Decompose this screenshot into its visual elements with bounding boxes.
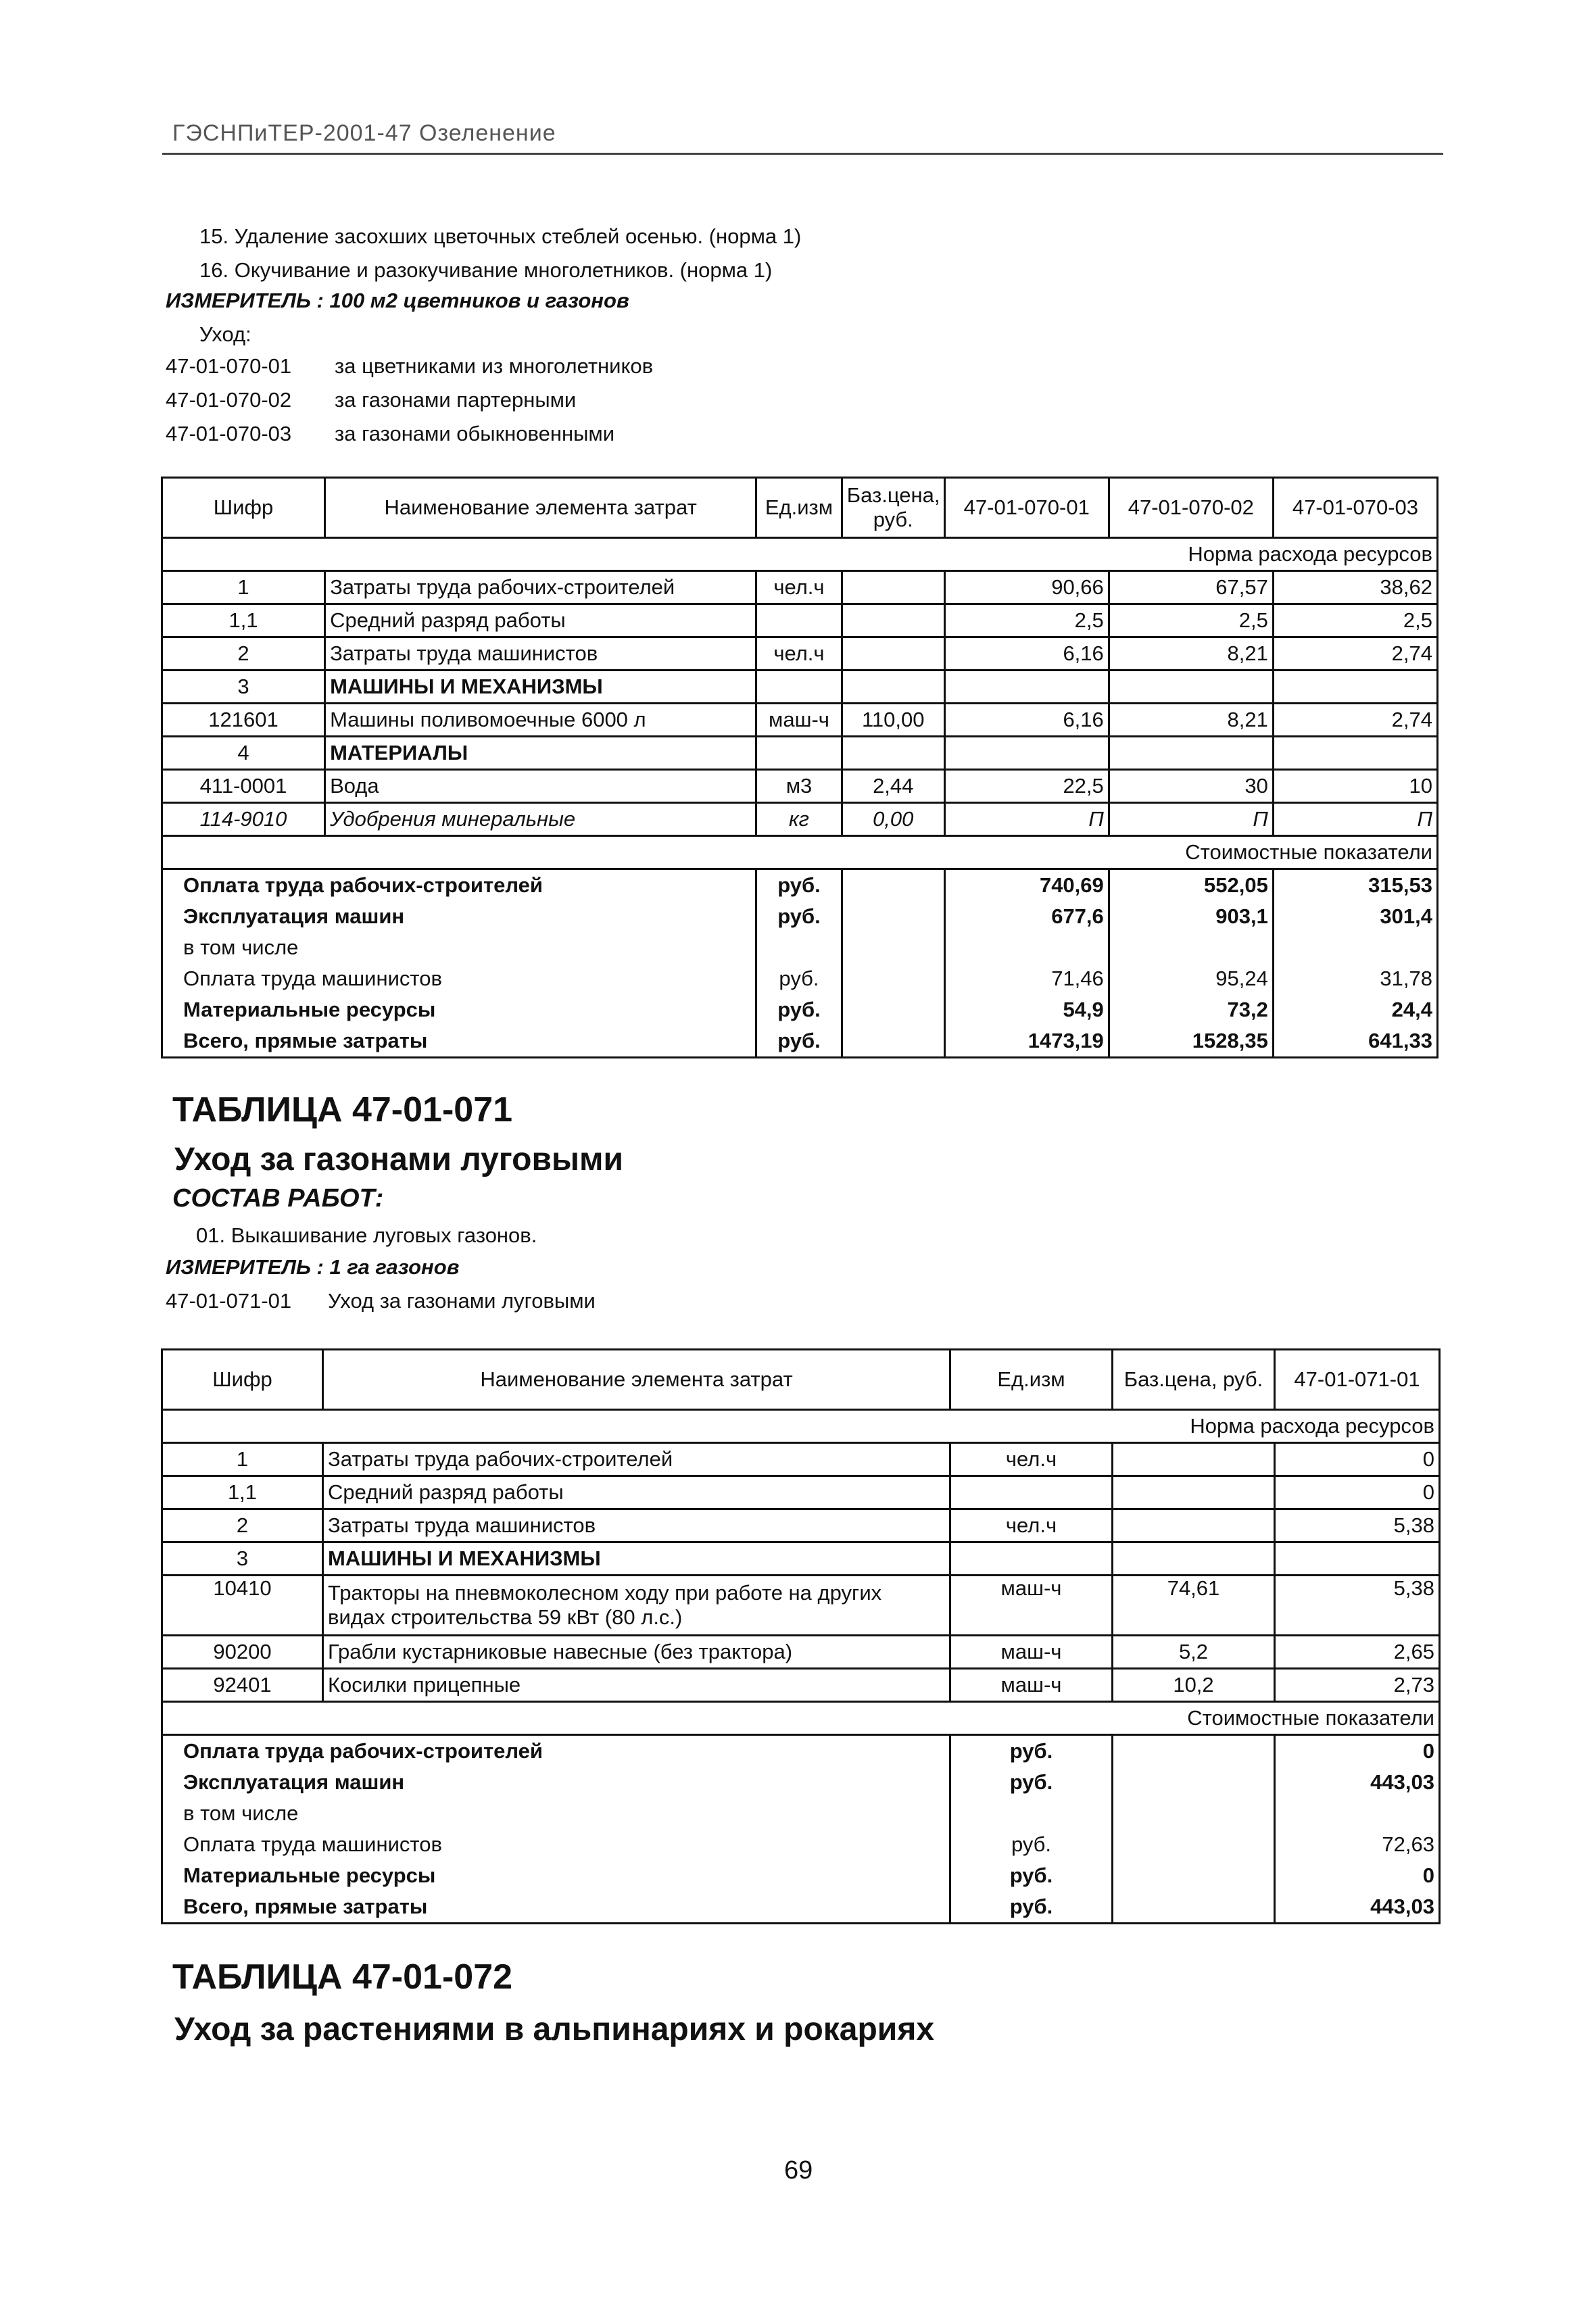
- table-row: [162, 671, 1438, 704]
- row-value: 2,65: [1275, 1636, 1440, 1669]
- norm-code-text: за цветниками из многолетников: [335, 354, 654, 378]
- cost-row: [162, 1891, 1440, 1924]
- norm-code: 47-01-070-03: [166, 422, 292, 445]
- row-value: 38,62: [1273, 571, 1437, 604]
- table-row: [162, 1509, 1440, 1542]
- row-unit: кг: [756, 803, 842, 836]
- cost-value: [944, 932, 1109, 963]
- cost-value: 552,05: [1109, 869, 1273, 902]
- row-value: 2,74: [1273, 637, 1437, 671]
- row-price: [842, 637, 944, 671]
- cost-unit: руб.: [756, 1025, 842, 1058]
- row-name: Затраты труда рабочих-строителей: [325, 571, 756, 604]
- row-unit: чел.ч: [756, 571, 842, 604]
- cost-value: 71,46: [944, 963, 1109, 994]
- row-value: 22,5: [944, 770, 1109, 803]
- row-value: [944, 671, 1109, 704]
- table-row: [162, 1576, 1440, 1636]
- row-value: 6,16: [944, 637, 1109, 671]
- col-header-code: Шифр: [162, 478, 325, 538]
- cost-row: [162, 932, 1438, 963]
- row-value: 30: [1109, 770, 1273, 803]
- cost-value: 677,6: [944, 901, 1109, 932]
- cost-value: 0: [1275, 1735, 1440, 1768]
- cost-section-label: Стоимостные показатели: [162, 1702, 1440, 1735]
- table-row: [162, 737, 1438, 770]
- cost-unit: руб.: [950, 1735, 1113, 1768]
- norm-code-text: за газонами обыкновенными: [335, 422, 615, 445]
- table-row: [162, 637, 1438, 671]
- row-value: 0: [1275, 1443, 1440, 1476]
- row-name: Косилки прицепные: [323, 1669, 950, 1702]
- meter-label: ИЗМЕРИТЕЛЬ : 1 га газонов: [166, 1255, 460, 1279]
- cost-row: [162, 1767, 1440, 1798]
- cost-value: 72,63: [1275, 1829, 1440, 1860]
- cost-value: 95,24: [1109, 963, 1273, 994]
- row-name: Затраты труда машинистов: [325, 637, 756, 671]
- col-header-name: Наименование элемента затрат: [325, 478, 756, 538]
- row-unit: маш-ч: [950, 1636, 1113, 1669]
- row-unit: [950, 1476, 1113, 1509]
- cost-row: [162, 994, 1438, 1025]
- work-item-16: 16. Окучивание и разокучивание многолетников. (норма 1): [199, 258, 773, 282]
- cost-name: Оплата труда рабочих-строителей: [162, 869, 756, 902]
- cost-name: в том числе: [162, 932, 756, 963]
- table-row: [162, 604, 1438, 637]
- table-row: [162, 704, 1438, 737]
- row-value: [944, 737, 1109, 770]
- row-unit: чел.ч: [950, 1509, 1113, 1542]
- cost-row: [162, 1798, 1440, 1829]
- row-value: [1109, 737, 1273, 770]
- page-header: ГЭСНПиТЕР-2001-47 Озеленение: [172, 120, 556, 146]
- cost-value: 31,78: [1273, 963, 1437, 994]
- row-code: 411-0001: [162, 770, 325, 803]
- cost-name: Материальные ресурсы: [162, 994, 756, 1025]
- page-number: 69: [784, 2156, 813, 2185]
- table-title-072: ТАБЛИЦА 47-01-072: [172, 1957, 513, 1997]
- cost-value: 903,1: [1109, 901, 1273, 932]
- row-code: 1,1: [162, 604, 325, 637]
- row-name: Тракторы на пневмоколесном ходу при работе на других видах строительства 59 кВт (80 л.с.): [323, 1576, 950, 1636]
- row-unit: [756, 604, 842, 637]
- cost-row: [162, 901, 1438, 932]
- row-name: Затраты труда машинистов: [323, 1509, 950, 1542]
- cost-price: [1113, 1891, 1275, 1924]
- cost-value: [1275, 1798, 1440, 1829]
- row-price: [842, 671, 944, 704]
- row-value: 5,38: [1275, 1576, 1440, 1636]
- cost-value: [1273, 932, 1437, 963]
- row-value: [1275, 1542, 1440, 1576]
- col-header-norm: 47-01-071-01: [1275, 1350, 1440, 1410]
- work-composition-label: СОСТАВ РАБОТ:: [172, 1184, 384, 1213]
- cost-unit: руб.: [756, 994, 842, 1025]
- row-code: 1: [162, 571, 325, 604]
- cost-name: в том числе: [162, 1798, 950, 1829]
- row-unit: маш-ч: [756, 704, 842, 737]
- col-header-name: Наименование элемента затрат: [323, 1350, 950, 1410]
- row-price: 2,44: [842, 770, 944, 803]
- row-unit: [756, 737, 842, 770]
- cost-value: [1109, 932, 1273, 963]
- row-name: МАТЕРИАЛЫ: [325, 737, 756, 770]
- row-value: 2,74: [1273, 704, 1437, 737]
- row-code: 121601: [162, 704, 325, 737]
- row-value: П: [1109, 803, 1273, 836]
- row-price: 110,00: [842, 704, 944, 737]
- norm-code: 47-01-070-02: [166, 388, 292, 412]
- cost-price: [842, 901, 944, 932]
- row-code: 4: [162, 737, 325, 770]
- norm-section-label: Норма расхода ресурсов: [162, 538, 1438, 571]
- row-value: 8,21: [1109, 637, 1273, 671]
- row-price: 74,61: [1113, 1576, 1275, 1636]
- row-value: 2,73: [1275, 1669, 1440, 1702]
- row-name: МАШИНЫ И МЕХАНИЗМЫ: [325, 671, 756, 704]
- cost-name: Эксплуатация машин: [162, 1767, 950, 1798]
- col-header-price: Баз.цена, руб.: [1113, 1350, 1275, 1410]
- cost-price: [842, 869, 944, 902]
- row-price: [842, 737, 944, 770]
- table-row: [162, 803, 1438, 836]
- row-value: 2,5: [1109, 604, 1273, 637]
- cost-price: [1113, 1735, 1275, 1768]
- cost-name: Оплата труда машинистов: [162, 963, 756, 994]
- cost-unit: руб.: [950, 1829, 1113, 1860]
- row-value: П: [944, 803, 1109, 836]
- resource-table-070: [161, 477, 1438, 1058]
- table-subtitle-072: Уход за растениями в альпинариях и рокариях: [174, 2012, 935, 2047]
- row-value: 67,57: [1109, 571, 1273, 604]
- row-name: МАШИНЫ И МЕХАНИЗМЫ: [323, 1542, 950, 1576]
- col-header-norm: 47-01-070-02: [1109, 478, 1273, 538]
- cost-value: 73,2: [1109, 994, 1273, 1025]
- table-row: [162, 1476, 1440, 1509]
- cost-price: [1113, 1798, 1275, 1829]
- row-price: [1113, 1443, 1275, 1476]
- cost-value: 24,4: [1273, 994, 1437, 1025]
- row-value: [1273, 737, 1437, 770]
- cost-name: Всего, прямые затраты: [162, 1025, 756, 1058]
- row-value: 2,5: [1273, 604, 1437, 637]
- meter-label: ИЗМЕРИТЕЛЬ : 100 м2 цветников и газонов: [166, 289, 629, 312]
- cost-name: Эксплуатация машин: [162, 901, 756, 932]
- row-code: 2: [162, 637, 325, 671]
- col-header-norm: 47-01-070-03: [1273, 478, 1437, 538]
- cost-unit: руб.: [950, 1860, 1113, 1891]
- care-label: Уход:: [199, 322, 251, 346]
- row-name: Грабли кустарниковые навесные (без трактора): [323, 1636, 950, 1669]
- cost-unit: руб.: [950, 1767, 1113, 1798]
- cost-value: 443,03: [1275, 1767, 1440, 1798]
- col-header-unit: Ед.изм: [756, 478, 842, 538]
- row-name: Средний разряд работы: [323, 1476, 950, 1509]
- row-value: 6,16: [944, 704, 1109, 737]
- row-code: 114-9010: [162, 803, 325, 836]
- row-value: 5,38: [1275, 1509, 1440, 1542]
- row-unit: маш-ч: [950, 1669, 1113, 1702]
- cost-name: Оплата труда рабочих-строителей: [162, 1735, 950, 1768]
- table-row: [162, 1542, 1440, 1576]
- cost-price: [1113, 1860, 1275, 1891]
- cost-unit: руб.: [756, 963, 842, 994]
- table-row: [162, 1636, 1440, 1669]
- cost-row: [162, 1025, 1438, 1058]
- row-value: 90,66: [944, 571, 1109, 604]
- cost-row: [162, 1860, 1440, 1891]
- row-price: [1113, 1509, 1275, 1542]
- row-code: 10410: [162, 1576, 323, 1636]
- cost-unit: [950, 1798, 1113, 1829]
- row-name: Машины поливомоечные 6000 л: [325, 704, 756, 737]
- cost-section-label: Стоимостные показатели: [162, 836, 1438, 869]
- cost-price: [842, 1025, 944, 1058]
- table-row: [162, 571, 1438, 604]
- row-price: [842, 571, 944, 604]
- row-unit: [756, 671, 842, 704]
- row-price: 0,00: [842, 803, 944, 836]
- row-code: 90200: [162, 1636, 323, 1669]
- row-unit: [950, 1542, 1113, 1576]
- col-header-norm: 47-01-070-01: [944, 478, 1109, 538]
- row-price: 5,2: [1113, 1636, 1275, 1669]
- cost-price: [1113, 1829, 1275, 1860]
- cost-value: 443,03: [1275, 1891, 1440, 1924]
- col-header-unit: Ед.изм: [950, 1350, 1113, 1410]
- norm-code: 47-01-071-01: [166, 1289, 292, 1313]
- header-divider: [162, 153, 1443, 155]
- col-header-price: Баз.цена, руб.: [842, 478, 944, 538]
- row-unit: чел.ч: [756, 637, 842, 671]
- norm-code: 47-01-070-01: [166, 354, 292, 378]
- row-unit: маш-ч: [950, 1576, 1113, 1636]
- row-value: 10: [1273, 770, 1437, 803]
- row-code: 1,1: [162, 1476, 323, 1509]
- row-price: 10,2: [1113, 1669, 1275, 1702]
- cost-unit: руб.: [756, 901, 842, 932]
- cost-value: 301,4: [1273, 901, 1437, 932]
- row-code: 3: [162, 671, 325, 704]
- cost-price: [842, 932, 944, 963]
- row-value: [1273, 671, 1437, 704]
- row-code: 2: [162, 1509, 323, 1542]
- cost-unit: руб.: [950, 1891, 1113, 1924]
- cost-price: [842, 994, 944, 1025]
- cost-name: Материальные ресурсы: [162, 1860, 950, 1891]
- row-code: 3: [162, 1542, 323, 1576]
- table-subtitle-071: Уход за газонами луговыми: [174, 1142, 623, 1177]
- cost-unit: руб.: [756, 869, 842, 902]
- row-value: 8,21: [1109, 704, 1273, 737]
- work-item-15: 15. Удаление засохших цветочных стеблей осенью. (норма 1): [199, 224, 802, 248]
- cost-row: [162, 963, 1438, 994]
- table-row: [162, 1443, 1440, 1476]
- cost-value: 315,53: [1273, 869, 1437, 902]
- row-unit: чел.ч: [950, 1443, 1113, 1476]
- cost-value: 740,69: [944, 869, 1109, 902]
- row-unit: м3: [756, 770, 842, 803]
- work-item-01: 01. Выкашивание луговых газонов.: [196, 1223, 537, 1247]
- row-price: [842, 604, 944, 637]
- cost-value: 641,33: [1273, 1025, 1437, 1058]
- row-name: Вода: [325, 770, 756, 803]
- resource-table-071: [161, 1348, 1441, 1924]
- cost-price: [842, 963, 944, 994]
- col-header-code: Шифр: [162, 1350, 323, 1410]
- norm-code-text: Уход за газонами луговыми: [328, 1289, 596, 1313]
- cost-row: [162, 1829, 1440, 1860]
- norm-code-text: за газонами партерными: [335, 388, 577, 412]
- row-name: Средний разряд работы: [325, 604, 756, 637]
- norm-section-label: Норма расхода ресурсов: [162, 1410, 1440, 1443]
- row-code: 1: [162, 1443, 323, 1476]
- cost-row: [162, 869, 1438, 902]
- cost-value: 1528,35: [1109, 1025, 1273, 1058]
- row-code: 92401: [162, 1669, 323, 1702]
- table-row: [162, 770, 1438, 803]
- row-price: [1113, 1542, 1275, 1576]
- row-value: 2,5: [944, 604, 1109, 637]
- cost-name: Оплата труда машинистов: [162, 1829, 950, 1860]
- row-value: 0: [1275, 1476, 1440, 1509]
- row-value: П: [1273, 803, 1437, 836]
- cost-name: Всего, прямые затраты: [162, 1891, 950, 1924]
- table-title-071: ТАБЛИЦА 47-01-071: [172, 1090, 513, 1129]
- row-price: [1113, 1476, 1275, 1509]
- row-value: [1109, 671, 1273, 704]
- table-row: [162, 1669, 1440, 1702]
- row-name: Удобрения минеральные: [325, 803, 756, 836]
- cost-row: [162, 1735, 1440, 1768]
- cost-unit: [756, 932, 842, 963]
- cost-value: 0: [1275, 1860, 1440, 1891]
- cost-price: [1113, 1767, 1275, 1798]
- row-name: Затраты труда рабочих-строителей: [323, 1443, 950, 1476]
- cost-value: 1473,19: [944, 1025, 1109, 1058]
- cost-value: 54,9: [944, 994, 1109, 1025]
